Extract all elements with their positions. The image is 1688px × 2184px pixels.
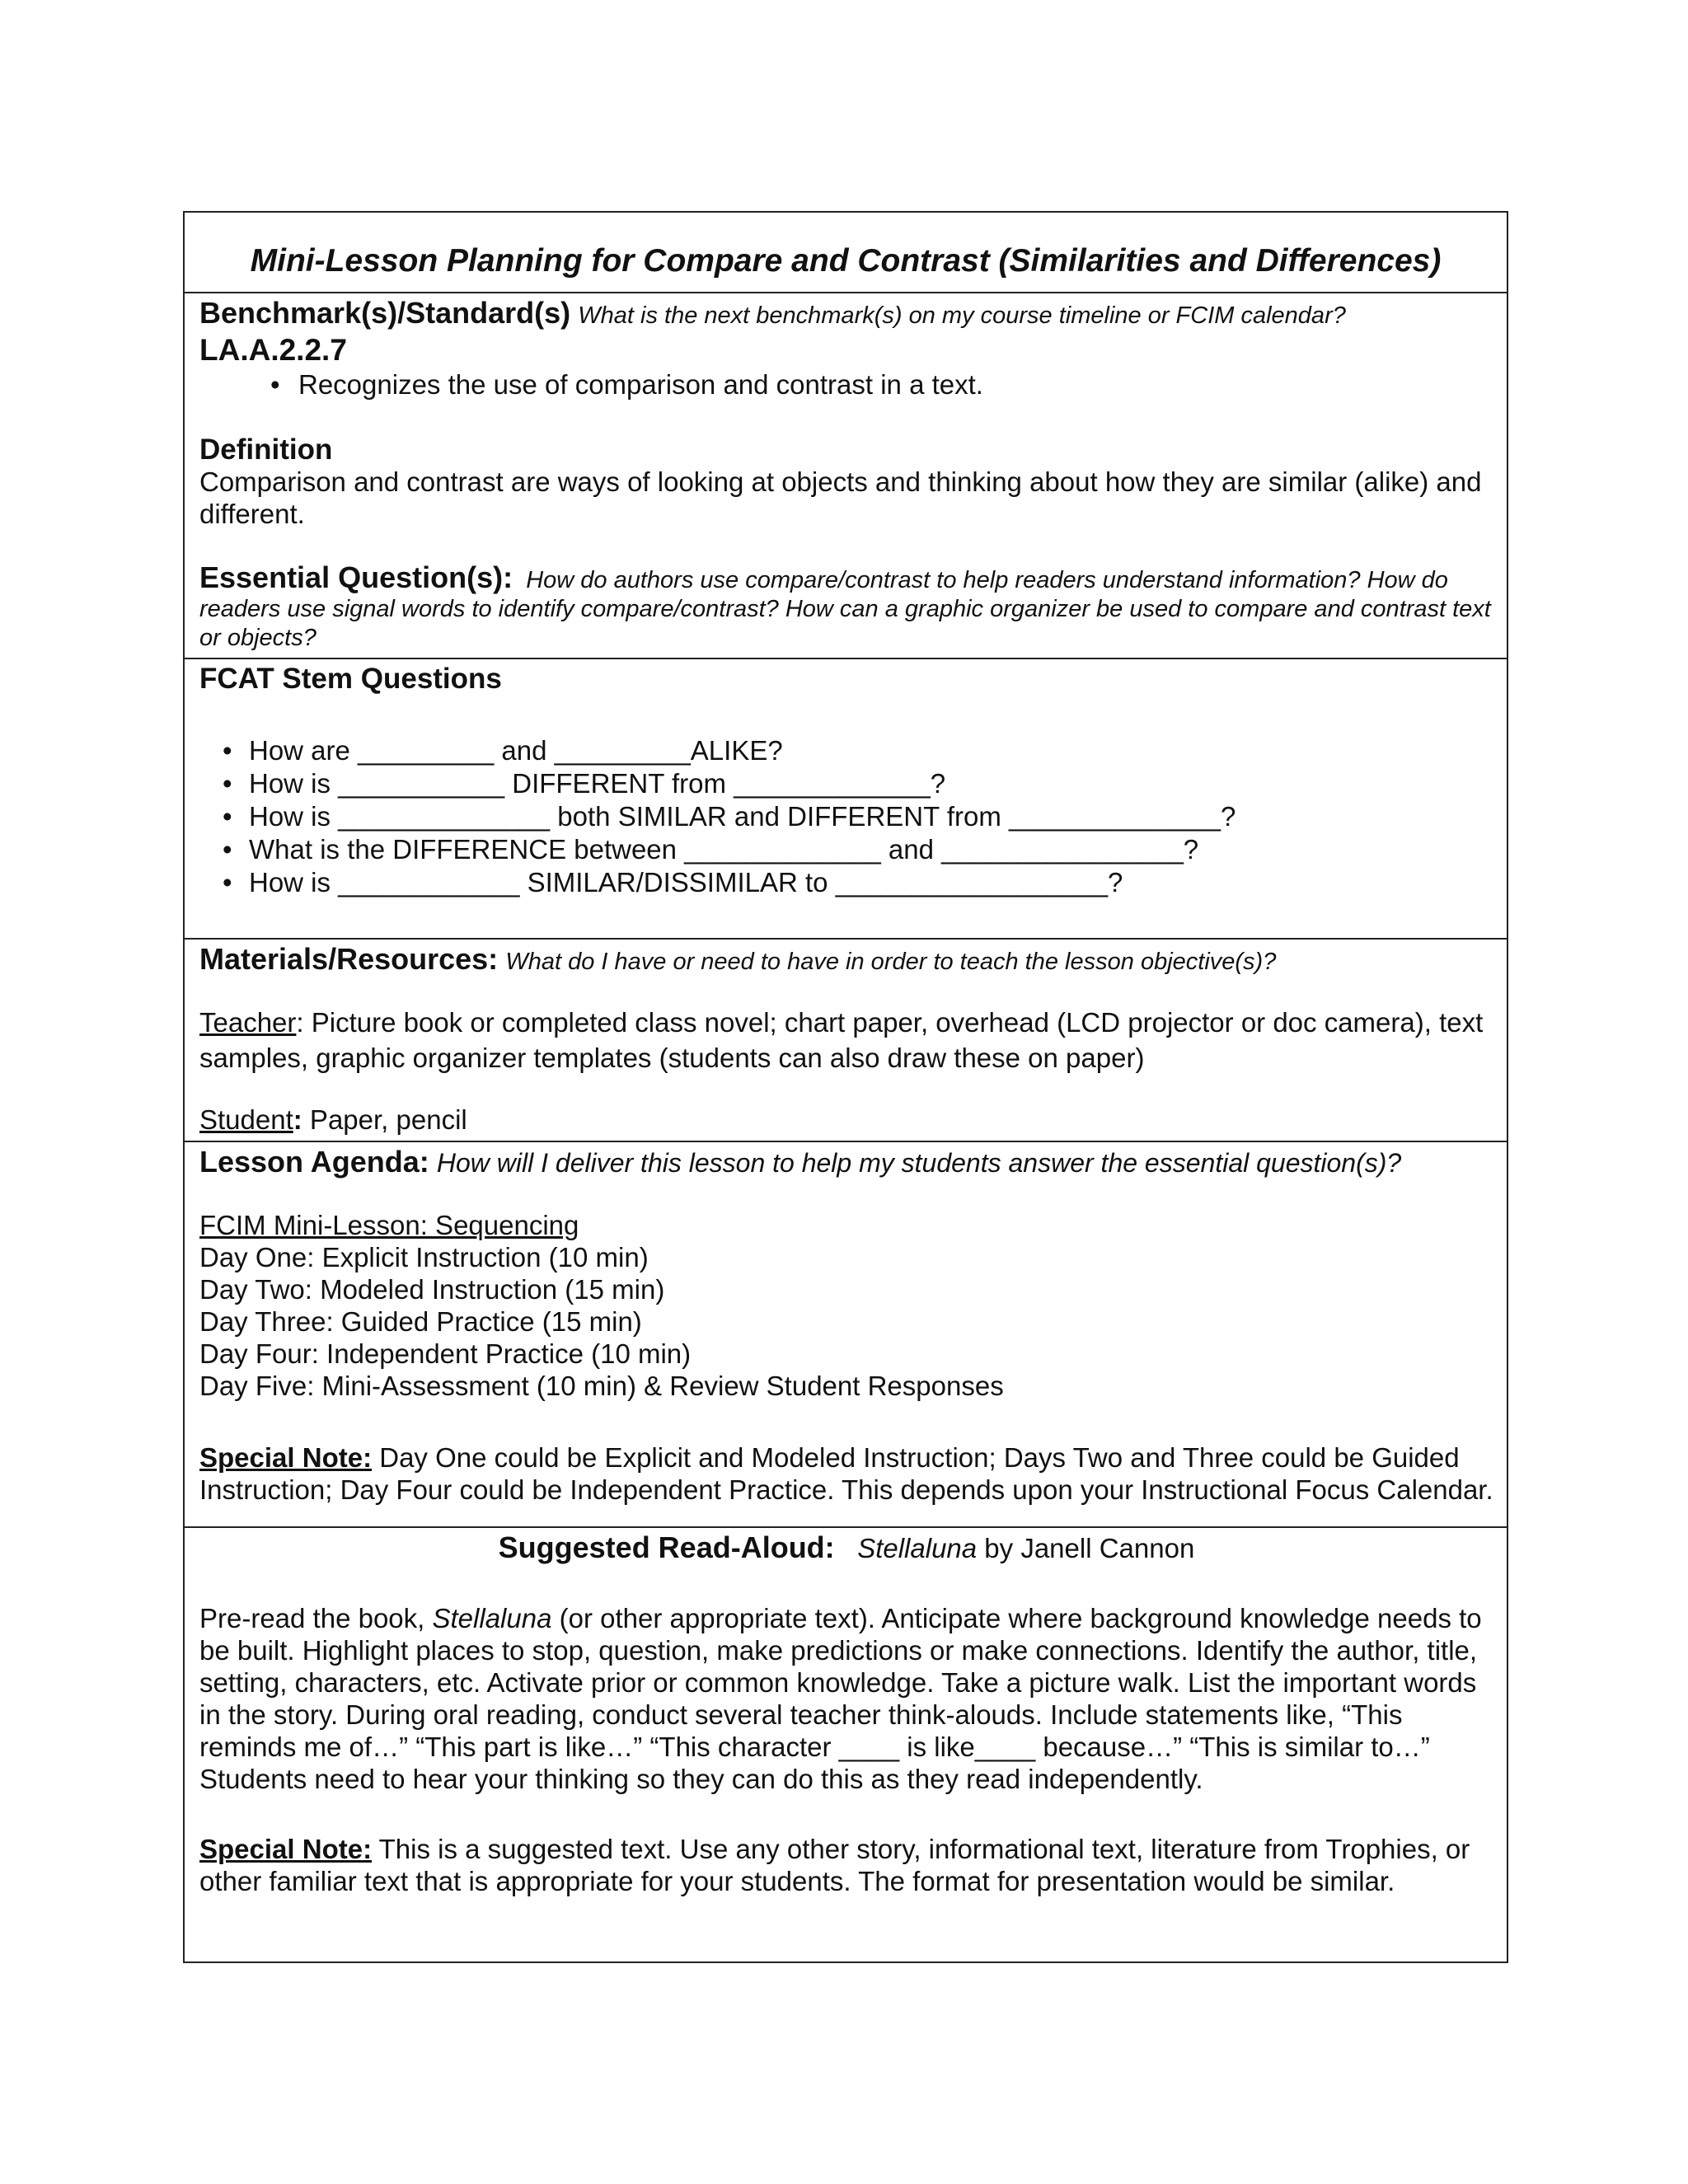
- agenda-day: Day Four: Independent Practice (10 min): [199, 1338, 692, 1369]
- benchmark-code: LA.A.2.2.7: [199, 333, 347, 367]
- student-label: Student: [199, 1104, 293, 1135]
- list-item: • How is ____________ SIMILAR/DISSIMILAR to __________________?: [199, 866, 1493, 899]
- fcim-label: FCIM Mini-Lesson: Sequencing: [199, 1210, 579, 1240]
- list-item: • What is the DIFFERENCE between _____________ and ________________?: [199, 833, 1493, 866]
- teacher-materials: [199, 1005, 1493, 1076]
- readaloud-heading: Suggested Read-Aloud:: [498, 1530, 835, 1564]
- readaloud-book: Stellaluna: [857, 1533, 978, 1563]
- note-text: This is a suggested text. Use any other story, informational text, literature from Trophies, or other familiar text that is appropriate for your students. The format for presentation would be similar.: [199, 1834, 1470, 1896]
- teacher-text: : Picture book or completed class novel; chart paper, overhead (LCD projector or doc camera), text samples, graphic organizer templates (students can also draw these on paper): [199, 1007, 1484, 1073]
- student-colon: :: [293, 1104, 302, 1135]
- readaloud-title: [199, 1531, 1493, 1564]
- list-item: • How are _________ and _________ALIKE?: [199, 734, 1493, 767]
- list-item: • How is ______________ both SIMILAR and DIFFERENT from ______________?: [199, 800, 1493, 833]
- agenda-day: Day Three: Guided Practice (15 min): [199, 1306, 642, 1337]
- agenda-day: Day Two: Modeled Instruction (15 min): [199, 1274, 665, 1305]
- agenda-special-note: [199, 1441, 1493, 1506]
- materials-section: [185, 938, 1507, 1141]
- readaloud-section: [185, 1526, 1507, 1961]
- essential-questions: [199, 560, 1493, 653]
- benchmark-heading: Benchmark(s)/Standard(s): [199, 296, 571, 330]
- agenda-section: [185, 1141, 1507, 1526]
- benchmark-section: [185, 292, 1507, 658]
- page-title: Mini-Lesson Planning for Compare and Contrast (Similarities and Differences): [250, 243, 1442, 279]
- materials-prompt: What do I have or need to have in order to teach the lesson objective(s)?: [505, 949, 1277, 975]
- definition-heading: Definition: [199, 434, 333, 466]
- title-section: [185, 213, 1507, 292]
- agenda-prompt: How will I deliver this lesson to help my students answer the essential question(s)?: [436, 1148, 1402, 1178]
- lesson-plan-table: [183, 211, 1508, 1963]
- essential-text: How do authors use compare/contrast to help readers understand information? How do readers use signal words to identify compare/contrast? How can a graphic organizer be used to compare and contrast text or objects?: [199, 567, 1491, 651]
- readaloud-author: by Janell Cannon: [977, 1533, 1195, 1563]
- agenda-heading: Lesson Agenda:: [199, 1145, 429, 1179]
- essential-heading: Essential Question(s):: [199, 560, 513, 594]
- note-label: Special Note:: [199, 1442, 373, 1473]
- student-materials: [199, 1104, 1493, 1136]
- list-item: • How is ___________ DIFFERENT from _____________?: [199, 767, 1493, 800]
- note-label: Special Note:: [199, 1834, 373, 1864]
- readaloud-paragraph: Pre-read the book, Stellaluna (or other appropriate text). Anticipate where background knowledge needs to be built. Highlight places to stop, question, make predictions or make connections. Identify the author, title, setting, characters, etc. Activate prior or common knowledge. Take a picture walk. List the important words in the story. During oral reading, conduct several teacher think-alouds. Include statements like, “This reminds me of…” “This part is like…” “This character ____ is like____ because…” “This is similar to…” Students need to hear your thinking so they can do this as they read independently.: [199, 1603, 1482, 1794]
- readaloud-special-note: [199, 1833, 1493, 1897]
- teacher-label: Teacher: [199, 1007, 297, 1038]
- benchmark-prompt: What is the next benchmark(s) on my course timeline or FCIM calendar?: [578, 302, 1346, 329]
- fcat-heading: FCAT Stem Questions: [199, 663, 502, 695]
- agenda-day: Day Five: Mini-Assessment (10 min) & Review Student Responses: [199, 1371, 1004, 1401]
- fcat-question-list: [199, 734, 1493, 899]
- materials-heading: Materials/Resources:: [199, 942, 499, 976]
- list-item: • Recognizes the use of comparison and contrast in a text.: [199, 368, 1493, 401]
- note-text: Day One could be Explicit and Modeled Instruction; Days Two and Three could be Guided Instruction; Day Four could be Independent Practice. This depends upon your Instructional Focus Calendar.: [199, 1442, 1493, 1505]
- student-text: Paper, pencil: [302, 1104, 467, 1135]
- fcat-section: [185, 658, 1507, 938]
- definition-text: Comparison and contrast are ways of looking at objects and thinking about how they are similar (alike) and different.: [199, 466, 1482, 529]
- agenda-day: Day One: Explicit Instruction (10 min): [199, 1242, 649, 1272]
- benchmark-list: [199, 368, 1493, 401]
